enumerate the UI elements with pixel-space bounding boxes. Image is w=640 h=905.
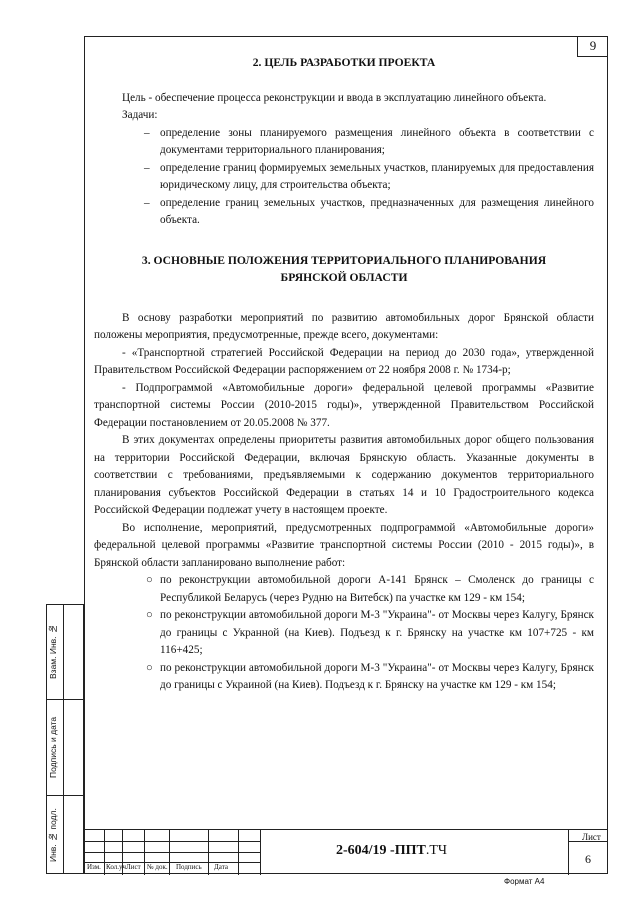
section3-title-line2: БРЯНСКОЙ ОБЛАСТИ bbox=[280, 271, 408, 284]
task-item: – определение зоны планируемого размещения линейного объекта в соответствии с документами территориального планирования; bbox=[144, 126, 594, 156]
works-list bbox=[94, 572, 594, 695]
section2-title: 2. ЦЕЛЬ РАЗРАБОТКИ ПРОЕКТА bbox=[252, 56, 436, 69]
page-number: 9 bbox=[577, 36, 608, 57]
tasks-label: Задачи: bbox=[122, 109, 158, 121]
side-stamp-vzam: Взам. Инв. № bbox=[48, 624, 58, 680]
side-stamp-inv: Инв. № подл. bbox=[48, 808, 58, 862]
col-ndok: № док. bbox=[147, 863, 168, 871]
format-label: Формат А4 bbox=[504, 877, 545, 886]
col-izm: Изм. bbox=[87, 863, 101, 871]
section3-paragraph: - Подпрограммой «Автомобильные дороги» федеральной целевой программы «Развитие транспортной системы России (2010-2015 годы)», утвержденной Правительством Российской Федерации постановлением от 20.05.2008 № 377. bbox=[94, 381, 594, 429]
col-podpis: Подпись bbox=[176, 863, 202, 871]
task-item: – определение границ земельных участков, предназначенных для размещения линейного объекта. bbox=[144, 196, 594, 226]
col-list: Лист bbox=[126, 863, 141, 871]
sheet-label: Лист bbox=[582, 832, 601, 842]
work-item: ○ по реконструкции автомобильной дороги М-3 "Украина"- от Москвы через Калугу, Брянск до границы с Укранной (на Киев). Подъезд к г. Брянску на участке км 107+725 - км 116+425; bbox=[146, 609, 594, 656]
col-kol: Кол.уч bbox=[106, 863, 126, 871]
section3-paragraph: В этих документах определены приоритеты развития автомобильных дорог общего пользования на территории Российской Федерации, включая Брянскую область. Указанные документы в соответствии с требованиями, предъявляемыми к содержанию документов территориального планирования субъектов Российской Федерации в статьях 14 и 10 Градостроительного кодекса Российской Федерации подлежат учету в настоящем проекте. bbox=[94, 434, 594, 516]
col-data: Дата bbox=[214, 863, 228, 871]
section3-title-line1: 3. ОСНОВНЫЕ ПОЛОЖЕНИЯ ТЕРРИТОРИАЛЬНОГО ПЛАНИРОВАНИЯ bbox=[141, 253, 547, 267]
work-item: ○ по реконструкции автомобильной дороги А-141 Брянск – Смоленск до границы с Республикой Беларусь (через Рудню на Витебск) па участке км 129 - км 154; bbox=[146, 574, 594, 604]
section3-paragraph: В основу разработки мероприятий по развитию автомобильных дорог Брянской области положены мероприятия, предусмотренные, прежде всего, документами: bbox=[94, 311, 594, 341]
document-code: 2-604/19 -ППТ.ТЧ bbox=[336, 843, 447, 858]
document-body bbox=[94, 54, 594, 695]
goal-paragraph: Цель - обеспечение процесса реконструкции и ввода в эксплуатацию линейного объекта. bbox=[122, 91, 547, 104]
work-item: ○ по реконструкции автомобильной дороги М-3 "Украина"- от Москвы через Калугу, Брянск до границы с Украиной (на Киев). Подъезд к г. Брянску на участке км 129 - км 154; bbox=[146, 661, 594, 691]
side-stamp bbox=[46, 604, 84, 874]
section3-paragraph: - «Транспортной стратегией Российской Федерации на период до 2030 года», утвержденной Правительством Российской Федерации распоряжением от 22 ноября 2008 г. № 1734-р; bbox=[94, 346, 594, 376]
task-item: – определение границ формируемых земельных участков, планируемых для предоставления юридическому лицу, для строительства объекта; bbox=[144, 161, 594, 191]
sheet-number: 6 bbox=[585, 852, 591, 866]
side-stamp-podpis: Подпись и дата bbox=[48, 716, 58, 778]
tasks-list bbox=[94, 125, 594, 230]
section3-paragraph: Во исполнение, мероприятий, предусмотренных подпрограммой «Автомобильные дороги» федеральной целевой программы «Развитие транспортной системы России (2010 - 2015 годы)», в Брянской области запланировано выполнение работ: bbox=[94, 521, 594, 569]
title-block bbox=[84, 829, 608, 874]
